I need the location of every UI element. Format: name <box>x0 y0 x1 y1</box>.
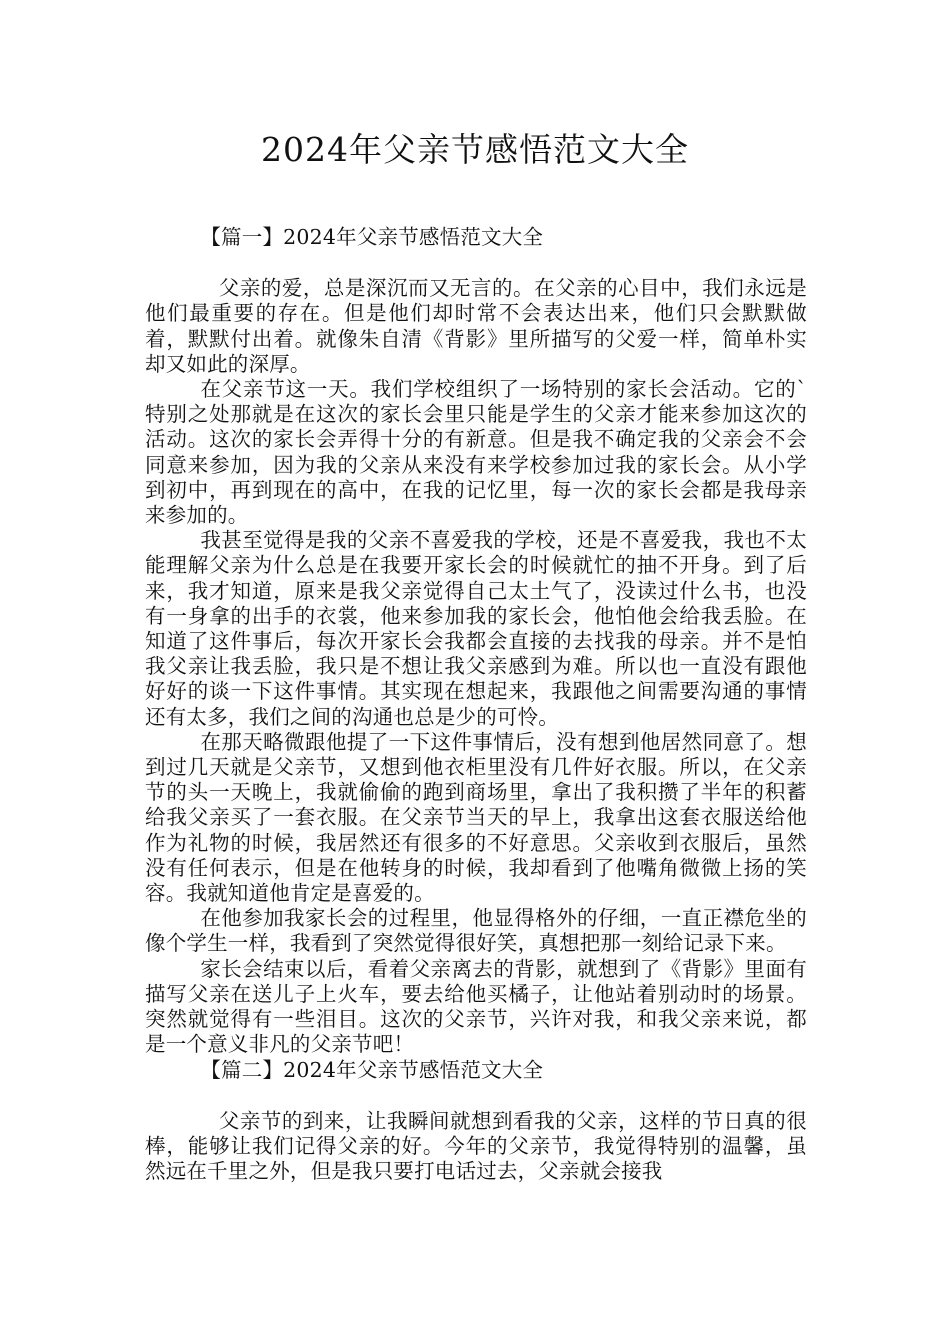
document-title: 2024年父亲节感悟范文大全 <box>261 130 689 169</box>
body-paragraph: 我甚至觉得是我的父亲不喜爱我的学校，还是不喜爱我，我也不太能理解父亲为什么总是在我要开家长会的时候就忙的抽不开身。到了后来，我才知道，原来是我父亲觉得自己太土气了，没读过什么书，也没有一身拿的出手的衣裳，他来参加我的家长会，他怕他会给我丢脸。在知道了这件事后，每次开家长会我都会直接的去找我的母亲。并不是怕我父亲让我丢脸，我只是不想让我父亲感到为难。所以也一直没有跟他好好的谈一下这件事情。其实现在想起来，我跟他之间需要沟通的事情还有太多，我们之间的沟通也总是少的可怜。 <box>145 528 807 729</box>
body-paragraph: 父亲的爱，总是深沉而又无言的。在父亲的心目中，我们永远是他们最重要的存在。但是他们却时常不会表达出来，他们只会默默做着，默默付出着。就像朱自清《背影》里所描写的父爱一样，简单朴实却又如此的深厚。 <box>145 276 807 376</box>
body-paragraph: 在那天略微跟他提了一下这件事情后，没有想到他居然同意了。想到过几天就是父亲节，又想到他衣柜里没有几件好衣服。所以，在父亲节的头一天晚上，我就偷偷的跑到商场里，拿出了我积攒了半年的积蓄给我父亲买了一套衣服。在父亲节当天的早上，我拿出这套衣服送给他作为礼物的时候，我居然还有很多的不好意思。父亲收到衣服后，虽然没有任何表示，但是在他转身的时候，我却看到了他嘴角微微上扬的笑容。我就知道他肯定是喜爱的。 <box>145 729 807 906</box>
body-paragraph: 父亲节的到来，让我瞬间就想到看我的父亲，这样的节日真的很棒，能够让我们记得父亲的好。今年的父亲节，我觉得特别的温馨，虽然远在千里之外，但是我只要打电话过去，父亲就会接我 <box>145 1108 807 1184</box>
spacer <box>145 250 807 276</box>
body-paragraph: 家长会结束以后，看着父亲离去的背影，就想到了《背影》里面有描写父亲在送儿子上火车，要去给他买橘子，让他站着别动时的场景。突然就觉得有一些泪目。这次的父亲节，兴许对我，和我父亲来说，都是一个意义非凡的父亲节吧！ <box>145 956 807 1057</box>
section-heading: 【篇一】2024年父亲节感悟范文大全 <box>200 225 544 249</box>
body-paragraph: 在父亲节这一天。我们学校组织了一场特别的家长会活动。它的`特别之处那就是在这次的家长会里只能是学生的父亲才能来参加这次的活动。这次的家长会弄得十分的有新意。但是我不确定我的父亲会不会同意来参加，因为我的父亲从来没有来学校参加过我的家长会。从小学到初中，再到现在的高中，在我的记忆里，每一次的家长会都是我母亲来参加的。 <box>145 377 807 528</box>
section-heading: 【篇二】2024年父亲节感悟范文大全 <box>200 1057 544 1082</box>
body-paragraph: 在他参加我家长会的过程里，他显得格外的仔细，一直正襟危坐的像个学生一样，我看到了突然觉得很好笑，真想把那一刻给记录下来。 <box>145 906 807 956</box>
document-body <box>145 225 807 1184</box>
spacer <box>145 1083 807 1109</box>
